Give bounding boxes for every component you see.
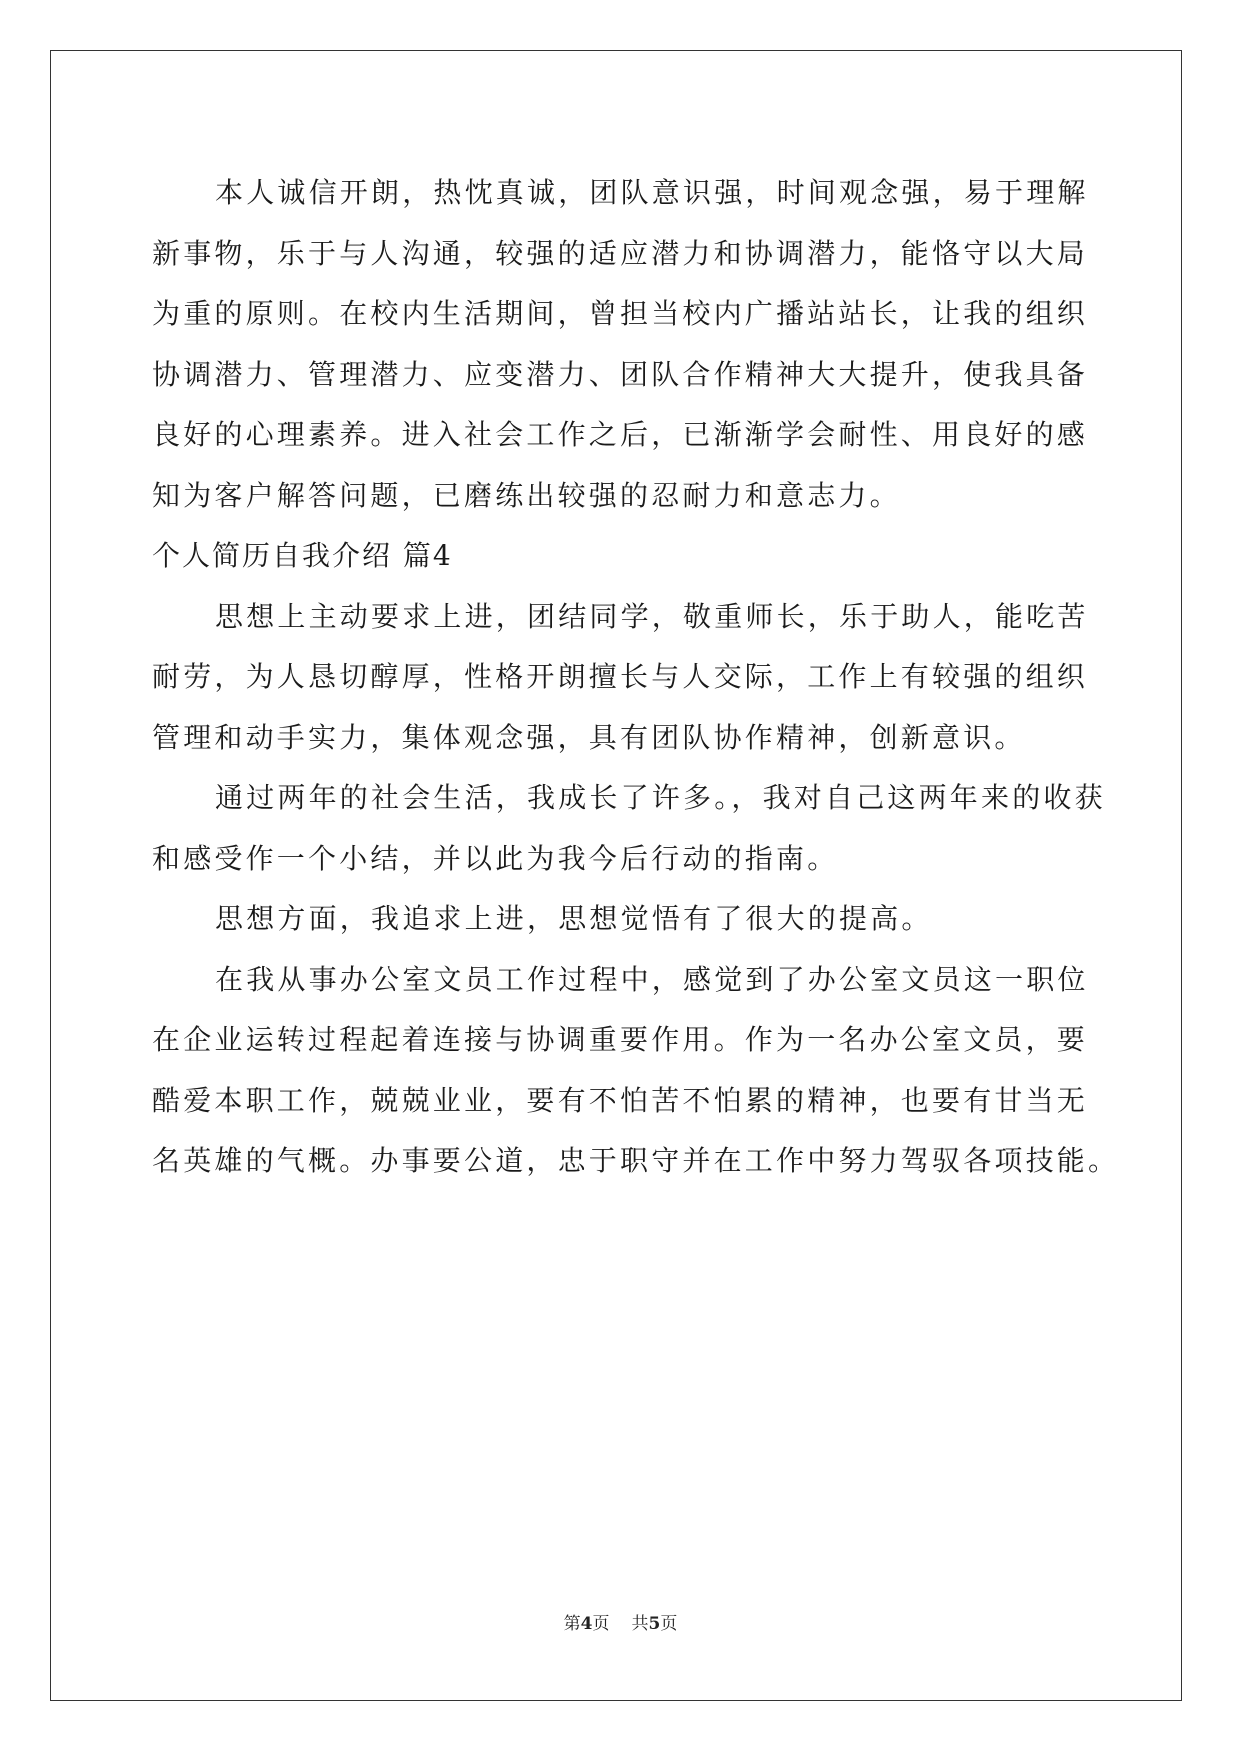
paragraph-line: 本人诚信开朗，热忱真诚，团队意识强，时间观念强，易于理解: [215, 176, 1089, 209]
document-body: [152, 163, 1120, 1192]
paragraph-line: 协调潜力、管理潜力、应变潜力、团队合作精神大大提升，使我具备: [152, 357, 1089, 391]
paragraph-line: 通过两年的社会生活，我成长了许多。，我对自己这两年来的收获: [215, 781, 1106, 814]
paragraph-line: 管理和动手实力，集体观念强，具有团队协作精神，创新意识。: [152, 720, 1026, 754]
paragraph-line: 为重的原则。在校内生活期间，曾担当校内广播站站长，让我的组织: [152, 297, 1089, 330]
paragraph-line: 新事物，乐于与人沟通，较强的适应潜力和协调潜力，能恪守以大局: [152, 236, 1089, 270]
current-page-number: 4: [580, 1614, 593, 1634]
page-footer: [0, 1609, 1241, 1634]
paragraph-line: 良好的心理素养。进入社会工作之后，已渐渐学会耐性、用良好的感: [152, 418, 1089, 451]
paragraph-line: 在企业运转过程起着连接与协调重要作用。作为一名办公室文员，要: [152, 1023, 1089, 1056]
paragraph-line: 和感受作一个小结，并以此为我今后行动的指南。: [152, 841, 839, 875]
total-suffix: 页: [660, 1614, 678, 1634]
page-prefix: 第: [563, 1614, 581, 1634]
paragraph-line: 思想上主动要求上进，团结同学，敬重师长，乐于助人，能吃苦: [215, 599, 1089, 633]
page-suffix: 页: [592, 1614, 610, 1634]
paragraph-line: 思想方面，我追求上进，思想觉悟有了很大的提高。: [215, 902, 933, 935]
paragraph-line: 知为客户解答问题，已磨练出较强的忍耐力和意志力。: [152, 478, 901, 512]
paragraph-line: 耐劳，为人恳切醇厚，性格开朗擅长与人交际，工作上有较强的组织: [152, 660, 1089, 693]
paragraph-line: 名英雄的气概。办事要公道，忠于职守并在工作中努力驾驭各项技能。: [152, 1144, 1120, 1177]
section-heading: 个人简历自我介绍 篇4: [152, 539, 453, 572]
total-page-number: 5: [648, 1614, 661, 1634]
paragraph-line: 在我从事办公室文员工作过程中，感觉到了办公室文员这一职位: [215, 962, 1089, 996]
total-prefix: 共: [631, 1614, 649, 1634]
paragraph-line: 酷爱本职工作，兢兢业业，要有不怕苦不怕累的精神，也要有甘当无: [152, 1083, 1089, 1117]
